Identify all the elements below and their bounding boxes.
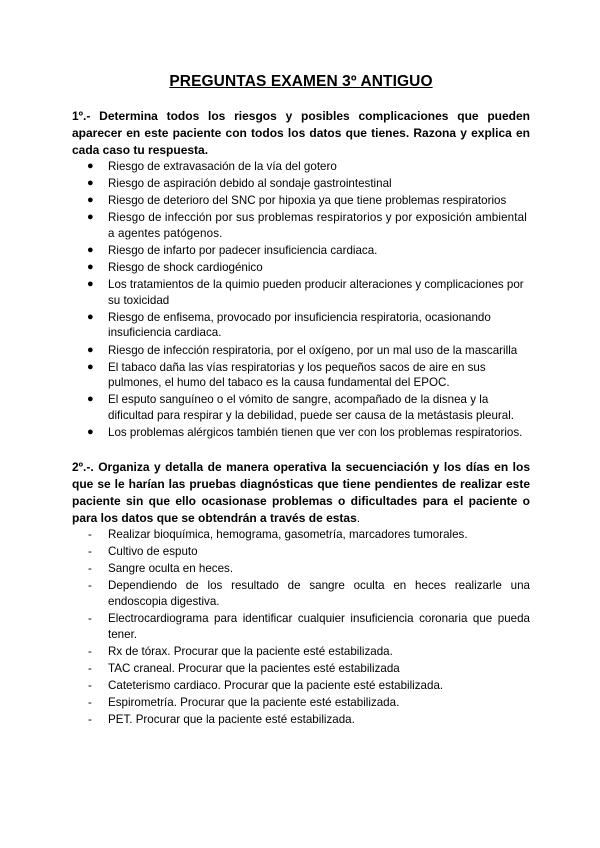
list-item: ● Los tratamientos de la quimio pueden producir alteraciones y complicaciones por su toxicidad — [87, 278, 524, 307]
list-item: - Espirometría. Procurar que la paciente esté estabilizada. — [88, 696, 400, 710]
list-item: - Cultivo de esputo — [88, 545, 198, 559]
bullet-icon: ● — [87, 343, 94, 356]
list-item: ● Los problemas alérgicos también tienen que ver con los problemas respiratorios. — [87, 426, 523, 439]
bullet-icon: ● — [87, 194, 94, 207]
list-item: ● Riesgo de enfisema, provocado por insuficiencia respiratoria, ocasionando insuficiencia cardiaca. — [87, 310, 491, 340]
bullet-icon: ● — [87, 310, 94, 323]
list-item: - Realizar bioquímica, hemograma, gasometría, marcadores tumorales. — [88, 528, 468, 542]
dash-icon: - — [88, 678, 92, 692]
list-item: ● Riesgo de aspiración debido al sondaje gastrointestinal — [87, 177, 392, 191]
list-item: - Dependiendo de los resultado de sangre oculta en heces realizarle una endoscopia digestiva. — [88, 579, 530, 608]
document-page — [72, 72, 530, 729]
list-item: ● El esputo sanguíneo o el vómito de sangre, acompañado de la disnea y la dificultad para respirar y la debilidad, puede ser causa de la metástasis pleural. — [87, 393, 515, 422]
list-item: - Electrocardiograma para identificar cualquier insuficiencia coronaria que pueda tener. — [88, 612, 530, 641]
list-item: - Cateterismo cardiaco. Procurar que la paciente esté estabilizada. — [88, 678, 444, 692]
dash-icon: - — [88, 612, 92, 626]
question-2-period: . — [356, 511, 361, 526]
dash-icon: - — [88, 696, 92, 710]
list-item: ● Riesgo de infarto por padecer insuficiencia cardiaca. — [87, 243, 378, 257]
list-item: - TAC craneal. Procurar que la pacientes esté estabilizada — [88, 661, 400, 675]
bullet-icon: ● — [87, 243, 94, 256]
question-2-answer-list — [72, 527, 530, 728]
dash-icon: - — [88, 713, 92, 727]
question-1-prompt — [72, 108, 530, 159]
list-item: - Sangre oculta en heces. — [88, 562, 234, 576]
list-item: ● Riesgo de infección por sus problemas respiratorios y por exposición ambiental a agentes patógenos. — [87, 211, 527, 240]
question-2-text: 2º.-. Organiza y detalla de manera operativa la secuenciación y los días en los que se le harían las pruebas diagnósticas que tiene pendientes de realizar este paciente sin que ello ocasionase problemas o dificultades para el paciente o para los datos que se obtendrán a través de estas — [72, 460, 530, 526]
dash-icon: - — [88, 528, 92, 542]
page-title: PREGUNTAS EXAMEN 3º ANTIGUO — [169, 73, 433, 90]
bullet-icon: ● — [87, 160, 94, 172]
bullet-icon: ● — [87, 261, 94, 274]
bullet-icon: ● — [87, 426, 94, 438]
bullet-icon: ● — [87, 177, 94, 190]
bullet-icon: ● — [87, 360, 94, 373]
dash-icon: - — [88, 579, 92, 593]
list-item: ● Riesgo de extravasación de la vía del gotero — [87, 160, 337, 173]
dash-icon: - — [88, 644, 92, 658]
bullet-icon: ● — [87, 211, 94, 224]
dash-icon: - — [88, 545, 92, 559]
dash-icon: - — [88, 661, 92, 675]
list-item: ● Riesgo de deterioro del SNC por hipoxia ya que tiene problemas respiratorios — [87, 194, 507, 208]
list-item: ● El tabaco daña las vías respiratorias y los pequeños sacos de aire en sus pulmones, el humo del tabaco es la causa fundamental del EPOC. — [87, 360, 486, 390]
question-2-prompt — [72, 459, 530, 527]
dash-icon: - — [88, 562, 92, 576]
list-item: - PET. Procurar que la paciente esté estabilizada. — [88, 713, 355, 727]
bullet-icon: ● — [87, 393, 94, 406]
question-1-answer-list — [72, 159, 530, 441]
section-spacer — [72, 442, 530, 459]
list-item: ● Riesgo de infección respiratoria, por el oxígeno, por un mal uso de la mascarilla — [87, 343, 518, 357]
question-1-text: 1º.- Determina todos los riesgos y posibles complicaciones que pueden aparecer en este paciente con todos los datos que tienes. Razona y explica en cada caso tu respuesta. — [72, 109, 530, 157]
list-item: ● Riesgo de shock cardiogénico — [87, 261, 263, 275]
list-item: - Rx de tórax. Procurar que la paciente esté estabilizada. — [88, 644, 393, 658]
bullet-icon: ● — [87, 278, 94, 291]
